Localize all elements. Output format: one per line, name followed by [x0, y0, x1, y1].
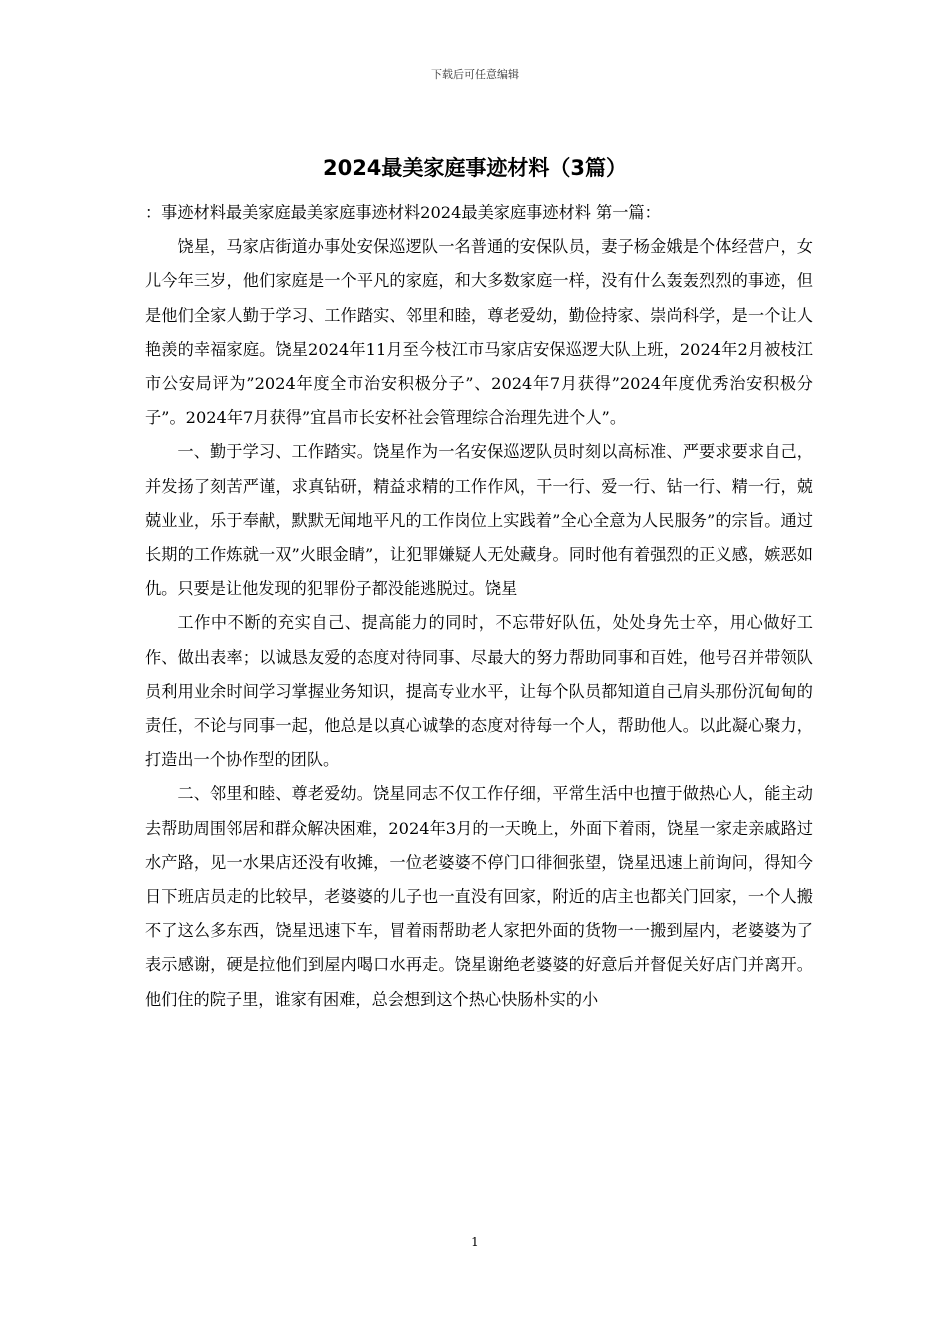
document-body: [145, 196, 813, 1017]
paragraph: 饶星，马家店街道办事处安保巡逻队一名普通的安保队员，妻子杨金娥是个体经营户，女儿今年三岁，他们家庭是一个平凡的家庭，和大多数家庭一样，没有什么轰轰烈烈的事迹，但是他们全家人勤于学习、工作踏实、邻里和睦，尊老爱幼，勤俭持家、崇尚科学，是一个让人艳羡的幸福家庭。饶星2024年11月至今枝江市马家店安保巡逻大队上班，2024年2月被枝江市公安局评为”2024年度全市治安积极分子”、2024年7月获得”2024年度优秀治安积极分子”。2024年7月获得”宜昌市长安杯社会管理综合治理先进个人”。: [145, 237, 813, 428]
page-header: 下载后可任意编辑: [431, 68, 519, 81]
document-title: 2024最美家庭事迹材料（3篇）: [322, 156, 628, 180]
lead-line: ：事迹材料最美家庭最美家庭事迹材料2024最美家庭事迹材料 第一篇：: [145, 203, 661, 222]
page-number: 1: [471, 1235, 479, 1249]
paragraph: 二、邻里和睦、尊老爱幼。饶星同志不仅工作仔细，平常生活中也擅于做热心人，能主动去帮助周围邻居和群众解决困难，2024年3月的一天晚上，外面下着雨，饶星一家走亲戚路过水产路，见一水果店还没有收摊，一位老婆婆不停门口徘徊张望，饶星迅速上前询问，得知今日下班店员走的比较早，老婆婆的儿子也一直没有回家，附近的店主也都关门回家，一个人搬不了这么多东西，饶星迅速下车，冒着雨帮助老人家把外面的货物一一搬到屋内，老婆婆为了表示感谢，硬是拉他们到屋内喝口水再走。饶星谢绝老婆婆的好意后并督促关好店门并离开。他们住的院子里，谁家有困难，总会想到这个热心快肠朴实的小: [145, 784, 813, 1009]
paragraph: 一、勤于学习、工作踏实。饶星作为一名安保巡逻队员时刻以高标准、严要求要求自己，并发扬了刻苦严谨，求真钻研，精益求精的工作作风，干一行、爱一行、钻一行、精一行，兢兢业业，乐于奉献，默默无闻地平凡的工作岗位上实践着”全心全意为人民服务”的宗旨。通过长期的工作炼就一双”火眼金睛”，让犯罪嫌疑人无处藏身。同时他有着强烈的正义感，嫉恶如仇。只要是让他发现的犯罪份子都没能逃脱过。饶星: [145, 442, 813, 599]
paragraph: 工作中不断的充实自己、提高能力的同时，不忘带好队伍，处处身先士卒，用心做好工作、做出表率；以诚恳友爱的态度对待同事、尽最大的努力帮助同事和百姓，他号召并带领队员利用业余时间学习掌握业务知识，提高专业水平，让每个队员都知道自己肩头那份沉甸甸的责任，不论与同事一起，他总是以真心诚挚的态度对待每一个人，帮助他人。以此凝心聚力，打造出一个协作型的团队。: [145, 613, 813, 770]
